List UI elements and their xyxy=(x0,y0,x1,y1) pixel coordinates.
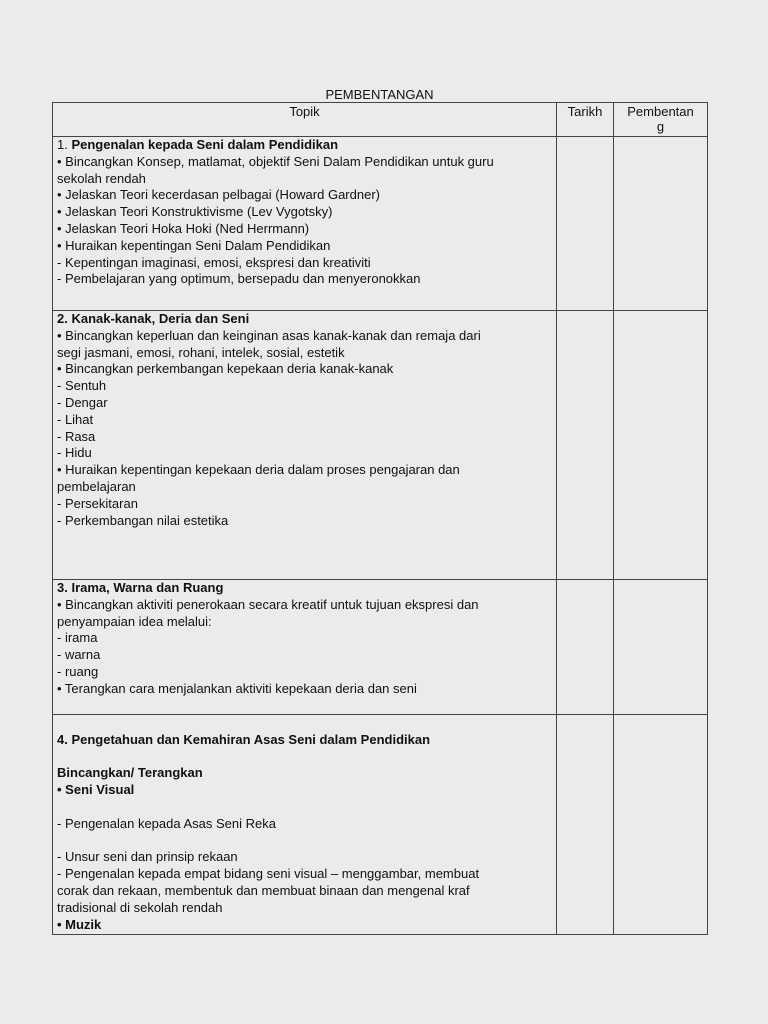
topic-line: • Jelaskan Teori Hoka Hoki (Ned Herrmann) xyxy=(57,220,310,236)
topic-line: - ruang xyxy=(57,663,99,679)
section-heading: 1. Pengenalan kepada Seni dalam Pendidikan xyxy=(57,137,339,152)
topic-line: - Hidu xyxy=(57,445,92,461)
topic-line: - Perkembangan nilai estetika xyxy=(57,512,229,528)
pembentangan-cell[interactable] xyxy=(614,311,708,580)
topic-line: • Bincangkan aktiviti penerokaan secara kreatif untuk tujuan ekspresi dan xyxy=(57,596,479,612)
topic-line: • Jelaskan Teori Konstruktivisme (Lev Vygotsky) xyxy=(57,204,333,220)
topic-line: • Huraikan kepentingan kepekaan deria dalam proses pengajaran dan xyxy=(57,462,460,478)
topic-line: segi jasmani, emosi, rohani, intelek, sosial, estetik xyxy=(57,344,345,360)
topic-line: - Rasa xyxy=(57,428,96,444)
topic-line: - Sentuh xyxy=(57,378,107,394)
section-heading: 3. Irama, Warna dan Ruang xyxy=(57,580,224,595)
table-row xyxy=(53,311,708,580)
pembentangan-cell[interactable] xyxy=(614,580,708,715)
table-row xyxy=(53,580,708,715)
header-topik: Topik xyxy=(53,103,557,137)
topic-line: • Bincangkan Konsep, matlamat, objektif Seni Dalam Pendidikan untuk guru xyxy=(57,153,494,169)
section-heading: 4. Pengetahuan dan Kemahiran Asas Seni dalam Pendidikan xyxy=(57,731,431,747)
topic-line: - warna xyxy=(57,647,101,663)
section-subheading: Bincangkan/ Terangkan xyxy=(57,765,203,781)
topic-cell xyxy=(53,580,557,715)
bullet-heading-seni-visual: • Seni Visual xyxy=(57,782,135,798)
tarikh-cell[interactable] xyxy=(557,715,614,935)
pembentangan-cell[interactable] xyxy=(614,137,708,311)
topic-line: • Bincangkan perkembangan kepekaan deria kanak-kanak xyxy=(57,361,394,377)
tarikh-cell[interactable] xyxy=(557,137,614,311)
presentation-table xyxy=(52,102,708,935)
topic-line: - Dengar xyxy=(57,394,108,410)
topic-line: penyampaian idea melalui: xyxy=(57,613,212,629)
header-pembentangan-line1: Pembentan xyxy=(627,104,694,119)
tarikh-cell[interactable] xyxy=(557,580,614,715)
section-heading: 2. Kanak-kanak, Deria dan Seni xyxy=(57,311,250,326)
topic-line: • Terangkan cara menjalankan aktiviti kepekaan deria dan seni xyxy=(57,680,417,696)
pembentangan-cell[interactable] xyxy=(614,715,708,935)
topic-line: - irama xyxy=(57,630,98,646)
table-row xyxy=(53,137,708,311)
header-pembentangan xyxy=(614,103,708,137)
topic-line: - Lihat xyxy=(57,411,94,427)
topic-cell xyxy=(53,311,557,580)
topic-line: - Persekitaran xyxy=(57,495,138,511)
topic-line: - Pembelajaran yang optimum, bersepadu dan menyeronokkan xyxy=(57,271,421,287)
document-title: PEMBENTANGAN xyxy=(325,87,434,102)
tarikh-cell[interactable] xyxy=(557,311,614,580)
topic-line: - Unsur seni dan prinsip rekaan xyxy=(57,849,238,865)
table-row xyxy=(53,715,708,935)
header-pembentangan-line2: g xyxy=(656,119,665,134)
bullet-heading-muzik: • Muzik xyxy=(57,916,102,932)
topic-line: • Huraikan kepentingan Seni Dalam Pendidikan xyxy=(57,237,331,253)
topic-line: - Pengenalan kepada Asas Seni Reka xyxy=(57,815,276,831)
topic-line: - Pengenalan kepada empat bidang seni visual – menggambar, membuat xyxy=(57,866,480,882)
topic-line: pembelajaran xyxy=(57,478,136,494)
topic-cell xyxy=(53,137,557,311)
topic-cell xyxy=(53,715,557,935)
topic-line: • Jelaskan Teori kecerdasan pelbagai (Howard Gardner) xyxy=(57,187,380,203)
topic-line: - Kepentingan imaginasi, emosi, ekspresi dan kreativiti xyxy=(57,254,371,270)
topic-line: corak dan rekaan, membentuk dan membuat binaan dan mengenal kraf xyxy=(57,882,470,898)
topic-line: • Bincangkan keperluan dan keinginan asas kanak-kanak dan remaja dari xyxy=(57,327,481,343)
header-tarikh: Tarikh xyxy=(557,103,614,137)
table-header-row xyxy=(53,103,708,137)
topic-line: tradisional di sekolah rendah xyxy=(57,899,223,915)
topic-line: sekolah rendah xyxy=(57,170,146,186)
